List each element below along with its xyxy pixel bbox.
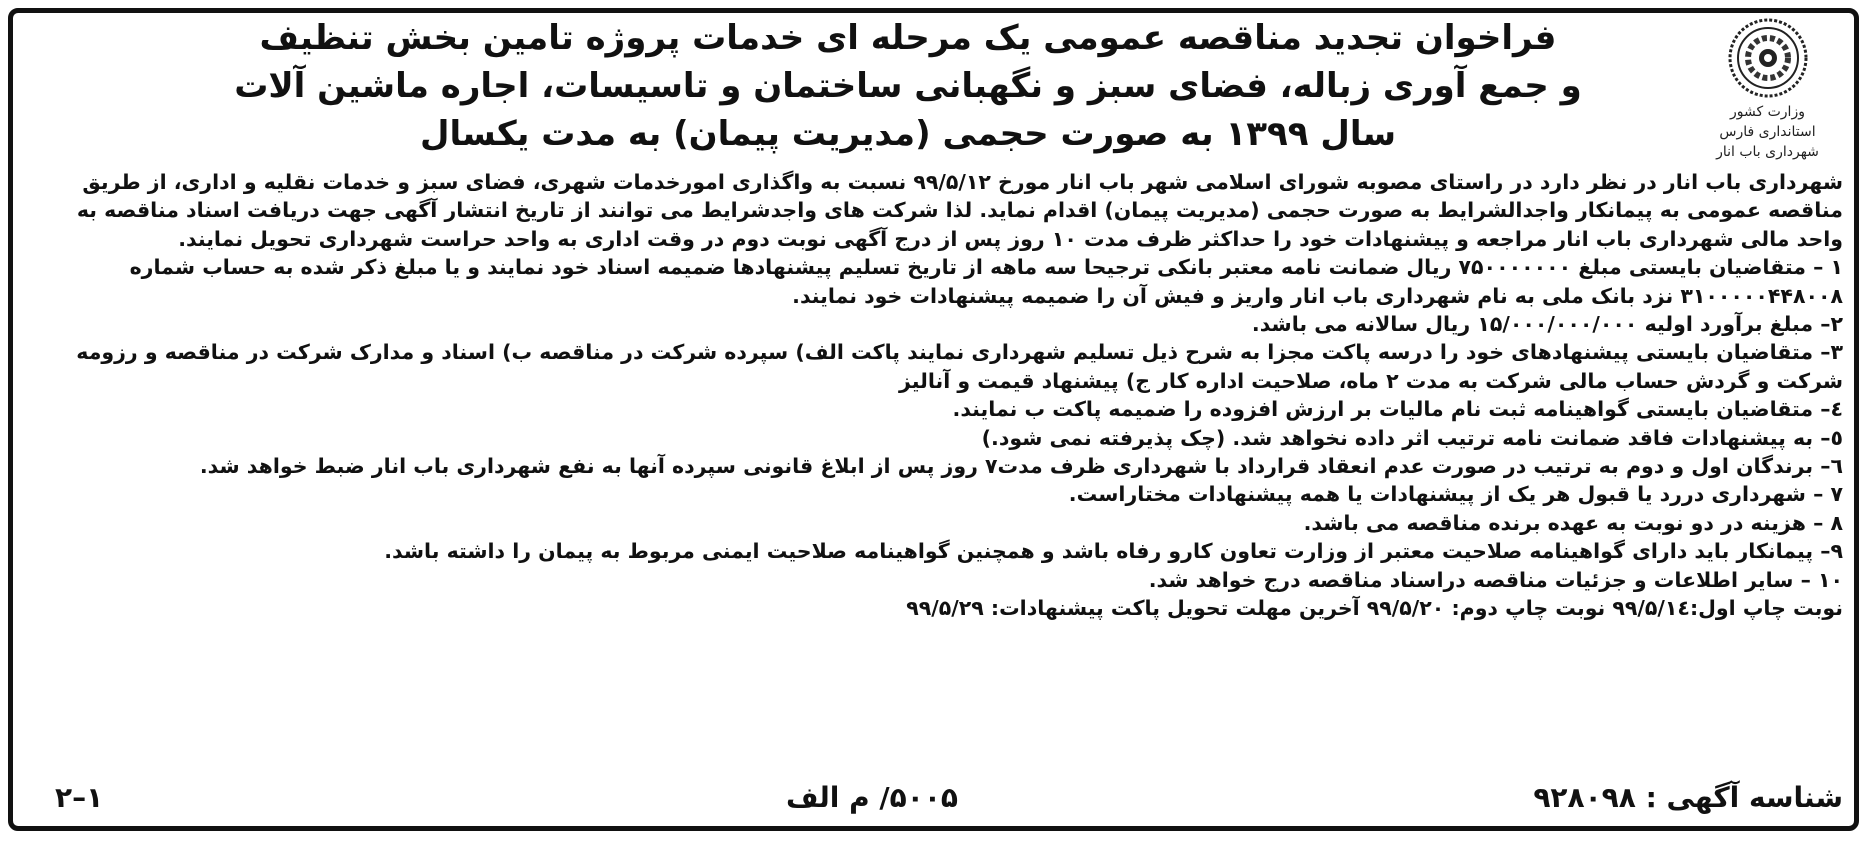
item-1: ۱ – متقاضیان بایستی مبلغ ۷۵۰۰۰۰۰۰۰ ریال ضمانت نامه معتبر بانکی ترجیحا سه ماهه از تاریخ تسلیم پیشنهادها ضمیمه اسناد خود نمایند و یا مبلغ ذکر شده به حساب شماره ۳۱۰۰۰۰۰۴۴۸۰۰۸ نزد بانک ملی به نام شهرداری باب انار واریز و فیش آن را ضمیمه پیشنهادات خود نمایند.: [129, 255, 1843, 308]
intro-paragraph: شهرداری باب انار در نظر دارد در راستای مصوبه شورای اسلامی شهر باب انار مورخ ۹۹/۵/۱۲ نسبت به واگذاری امورخدمات شهری، فضای سبز و خدمات نقلیه و اداری، از طریق مناقصه عمومی به پیمانکار واجدالشرایط به صورت حجمی (مدیریت پیمان) اقدام نماید. لذا شرکت های واجدشرایط می توانند از تاریخ انتشار آگهی جهت دریافت اسناد مناقصه به واحد مالی شهرداری باب انار مراجعه و پیشنهادات خود را حداکثر ظرف مدت ۱۰ روز پس از درج آگهی نوبت دوم در وقت اداری به واحد حراست شهرداری تحویل نمایند.: [76, 170, 1843, 251]
org-line-ministry: وزارت کشور: [1730, 104, 1805, 120]
item-2: ۲– مبلغ برآورد اولیه ۱۵/۰۰۰/۰۰۰/۰۰۰ ریال سالانه می باشد.: [1251, 312, 1843, 337]
ad-code: ۵۰۰۵/ م الف: [785, 781, 958, 814]
header-logo-block: [1700, 14, 1835, 162]
notice-title: [150, 14, 1666, 158]
item-9: ۹– پیمانکار باید دارای گواهینامه صلاحیت معتبر از وزارت تعاون کارو رفاه باشد و همچنین گواهینامه صلاحیت ایمنی مربوط به پیمان را داشته باشد.: [384, 539, 1843, 564]
item-10: ۱۰ – سایر اطلاعات و جزئیات مناقصه دراسناد مناقصه درج خواهد شد.: [1148, 567, 1843, 592]
item-6: ٦– برندگان اول و دوم به ترتیب در صورت عدم انعقاد قرارداد با شهرداری ظرف مدت۷ روز پس از ابلاغ قانونی سپرده آنها به نفع شهرداری باب انار ضبط خواهد شد.: [199, 454, 1843, 479]
print-dates: نوبت چاپ اول:۹۹/۵/۱٤ نوبت چاپ دوم: ۹۹/۵/۲۰ آخرین مهلت تحویل پاکت پیشنهادات: ۹۹/۵/۲۹: [906, 596, 1843, 621]
item-3: ۳– متقاضیان بایستی پیشنهادهای خود را درسه پاکت مجزا به شرح ذیل تسلیم شهرداری نمایند پاکت الف) سپرده شرکت در مناقصه ب) اسناد و مدارک شرکت در مناقصه و رزومه شرکت و گردش حساب مالی شرکت به مدت ۲ ماه، صلاحیت اداره کار ج) پیشنهاد قیمت و آنالیز: [76, 340, 1843, 393]
title-line-3: سال ۱۳۹۹ به صورت حجمی (مدیریت پیمان) به مدت یکسال: [419, 114, 1397, 154]
item-5: ٥– به پیشنهادات فاقد ضمانت نامه ترتیب اثر داده نخواهد شد. (چک پذیرفته نمی شود.): [981, 425, 1843, 450]
item-7: ۷ – شهرداری دررد یا قبول هر یک از پیشنهادات یا همه پیشنهادات مختاراست.: [1068, 482, 1843, 507]
item-8: ۸ – هزینه در دو نوبت به عهده برنده مناقصه می باشد.: [1303, 510, 1843, 535]
page-number: ۱–۲: [55, 781, 104, 814]
title-line-1: فراخوان تجدید مناقصه عمومی یک مرحله ای خدمات پروژه تامین بخش تنظیف: [259, 18, 1557, 58]
municipality-emblem-icon: [1720, 14, 1816, 102]
ad-id: شناسه آگهی : ۹۲۸۰۹۸: [1533, 781, 1843, 814]
notice-body: [55, 168, 1843, 623]
item-4: ٤– متقاضیان بایستی گواهینامه ثبت نام مالیات بر ارزش افزوده را ضمیمه پاکت ب نمایند.: [952, 397, 1843, 422]
org-line-municipality: شهرداری باب انار: [1716, 144, 1819, 160]
title-line-2: و جمع آوری زباله، فضای سبز و نگهبانی ساختمان و تاسیسات، اجاره ماشین آلات: [234, 66, 1582, 106]
org-line-province: استانداری فارس: [1719, 124, 1816, 140]
notice-footer: [55, 778, 1843, 818]
